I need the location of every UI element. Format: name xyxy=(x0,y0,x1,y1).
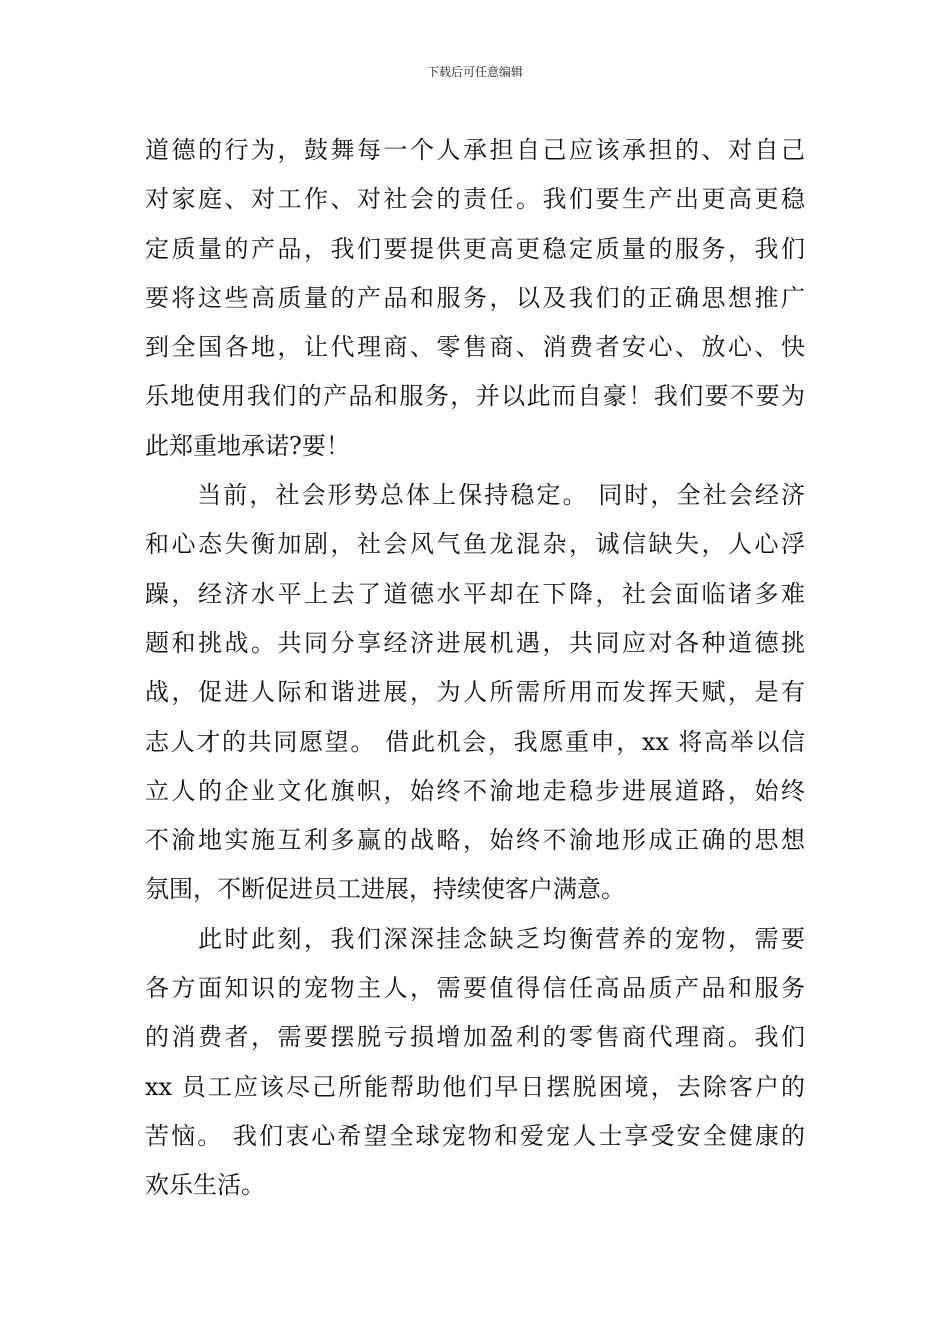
paragraph-line: 当前，社会形势总体上保持稳定。 同时，全社会经济 xyxy=(145,481,805,510)
paragraph-line: xx 员工应该尽己所能帮助他们早日摆脱困境，去除客户的 xyxy=(145,1072,805,1101)
paragraph-line: 志人才的共同愿望。 借此机会，我愿重申，xx 将高举以信 xyxy=(145,727,805,756)
paragraph-line: 道德的行为，鼓舞每一个人承担自己应该承担的、对自己 xyxy=(145,136,805,164)
paragraph-line: 的消费者，需要摆脱亏损增加盈利的零售商代理商。我们 xyxy=(145,1023,805,1052)
paragraph-line: 定质量的产品，我们要提供更高更稳定质量的服务，我们 xyxy=(145,234,805,263)
paragraph-line: 战，促进人际和谐进展，为人所需所用而发挥天赋，是有 xyxy=(145,678,805,707)
paragraph-line: 此郑重地承诺?要！ xyxy=(145,431,350,460)
document-body xyxy=(145,126,805,1211)
page-header: 下载后可任意编辑 xyxy=(426,65,523,79)
paragraph-line: 到全国各地，让代理商、零售商、消费者安心、放心、快 xyxy=(145,333,805,362)
paragraph-line: 欢乐生活。 xyxy=(145,1171,265,1200)
paragraph-line: 苦恼。 我们衷心希望全球宠物和爱宠人士享受安全健康的 xyxy=(145,1121,805,1150)
paragraph-line: 题和挑战。共同分享经济进展机遇，共同应对各种道德挑 xyxy=(145,628,805,657)
paragraph-line: 各方面知识的宠物主人，需要值得信任高品质产品和服务 xyxy=(145,974,805,1003)
paragraph-line: 立人的企业文化旗帜，始终不渝地走稳步进展道路，始终 xyxy=(145,776,805,805)
paragraph-line: 躁，经济水平上去了道德水平却在下降，社会面临诸多难 xyxy=(145,579,805,608)
paragraph-line: 不渝地实施互利多赢的战略，始终不渝地形成正确的思想 xyxy=(145,826,805,855)
paragraph-line: 要将这些高质量的产品和服务，以及我们的正确思想推广 xyxy=(145,283,805,312)
paragraph-line: 乐地使用我们的产品和服务，并以此而自豪！我们要不要为 xyxy=(145,382,805,411)
paragraph-line: 对家庭、对工作、对社会的责任。我们要生产出更高更稳 xyxy=(145,185,805,214)
paragraph-line: 此时此刻，我们深深挂念缺乏均衡营养的宠物，需要 xyxy=(145,924,805,953)
paragraph-line: 氛围，不断促进员工进展，持续使客户满意。 xyxy=(145,875,625,904)
paragraph-line: 和心态失衡加剧，社会风气鱼龙混杂，诚信缺失，人心浮 xyxy=(145,530,805,559)
